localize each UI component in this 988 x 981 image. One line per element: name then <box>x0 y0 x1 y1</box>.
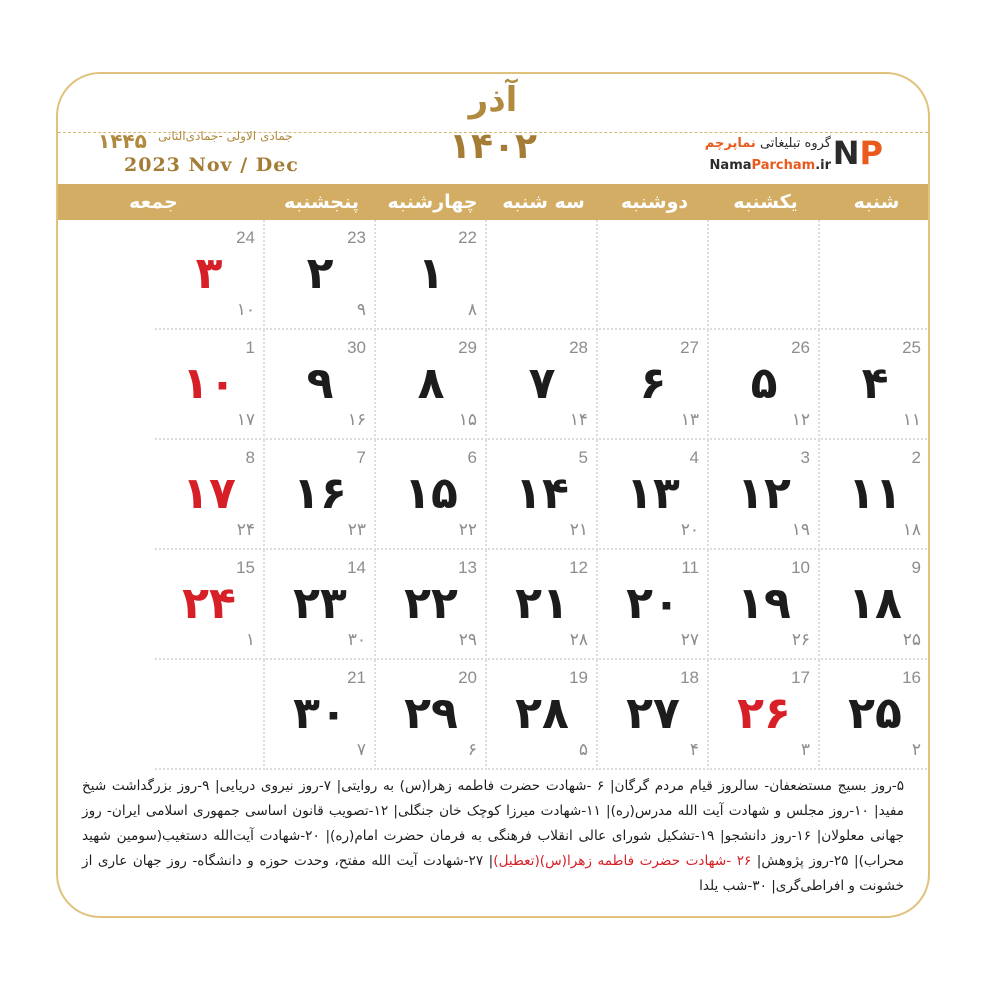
gregorian-date: 26 <box>791 338 810 357</box>
jalali-date: ۳ <box>195 248 223 299</box>
day-cell <box>377 220 487 330</box>
events-holiday-highlight: ۲۶ -شهادت حضرت فاطمه زهرا(س)(تعطیل) <box>493 853 752 869</box>
jalali-date: ۲۵ <box>848 688 902 739</box>
gregorian-date: 3 <box>800 448 810 467</box>
weekday-saturday: شنبه <box>853 191 900 213</box>
day-cell <box>488 550 598 660</box>
jalali-date: ۲۲ <box>404 578 458 629</box>
day-cell <box>155 440 265 550</box>
gregorian-date: 20 <box>458 668 477 687</box>
empty-day-cell <box>710 220 820 330</box>
events-text: ۵-روز بسیج مستضعفان- سالروز قیام مردم گرگان| ۶ -شهادت حضرت فاطمه زهرا(س) به روایتی| ۷-روز نیروی دریایی| ۹-روز بزرگداشت شیخ مفید| ۱۰-روز مجلس و شهادت آیت الله مدرس(ره)| ۱۱-شهادت میرزا کوچک خان جنگلی| ۱۲-تصویب قانون اساسی جمهوری اسلامی ایران- روز جهانی معلولان| ۱۶-روز دانشجو| ۱۹-تشکیل شورای عالی انقلاب فرهنگی به فرمان حضرت امام(ره)| ۲۰-شهادت آیت‌الله دستغیب(سومین شهید محراب)| ۲۵-روز پژوهش| <box>82 778 905 869</box>
day-cell <box>821 660 930 770</box>
hijri-date: ۱۰ <box>236 300 255 320</box>
gregorian-date: 14 <box>347 558 366 577</box>
brand-logo <box>643 132 883 182</box>
weekday-friday: جمعه <box>129 191 178 213</box>
hijri-date: ۳ <box>800 740 810 760</box>
jalali-date: ۹ <box>306 358 334 409</box>
hijri-date: ۱۵ <box>458 410 477 430</box>
hijri-date: ۱۶ <box>347 410 366 430</box>
day-cell <box>599 330 709 440</box>
day-cell <box>266 660 376 770</box>
weekday-wednesday: چهارشنبه <box>387 191 478 213</box>
empty-day-cell <box>599 220 709 330</box>
hijri-date: ۲۰ <box>680 520 699 540</box>
gregorian-date: 10 <box>791 558 810 577</box>
day-cell <box>155 550 265 660</box>
jalali-date: ۱۶ <box>293 468 347 519</box>
jalali-date: ۱۰ <box>182 358 236 409</box>
gregorian-date: 6 <box>467 448 477 467</box>
hijri-date: ۱۳ <box>680 410 699 430</box>
gregorian-date: 22 <box>458 228 477 247</box>
hijri-date: ۶ <box>467 740 477 760</box>
gregorian-date: 23 <box>347 228 366 247</box>
hijri-date: ۱۸ <box>902 520 921 540</box>
jalali-date: ۲۶ <box>737 688 791 739</box>
day-cell <box>821 550 930 660</box>
weekday-thursday: پنجشنبه <box>284 191 359 213</box>
day-cell <box>710 330 820 440</box>
gregorian-date: 4 <box>689 448 699 467</box>
jalali-date: ۱۵ <box>404 468 458 519</box>
gregorian-months: 2023 Nov / Dec <box>124 154 299 176</box>
weekday-monday: دوشنبه <box>620 191 689 213</box>
jalali-date: ۳۰ <box>293 688 347 739</box>
gregorian-date: 11 <box>681 558 699 577</box>
gregorian-date: 27 <box>680 338 699 357</box>
gregorian-date: 25 <box>902 338 921 357</box>
jalali-date: ۶ <box>639 358 667 409</box>
gregorian-date: 9 <box>911 558 921 577</box>
events-text-end: | ۲۷-شهادت آیت الله مفتح، وحدت حوزه و دانشگاه- روز جهان عاری از خشونت و افراطی‌گری| ۳۰-شب یلدا <box>82 853 904 894</box>
empty-day-cell <box>821 220 930 330</box>
jalali-date: ۱۲ <box>737 468 791 519</box>
hijri-date: ۸ <box>467 300 477 320</box>
day-cell <box>377 330 487 440</box>
hijri-date: ۲۲ <box>458 520 477 540</box>
day-cell <box>710 440 820 550</box>
jalali-date: ۱۳ <box>626 468 680 519</box>
events-list <box>82 774 904 899</box>
hijri-date: ۳۰ <box>347 630 366 650</box>
day-cell <box>266 330 376 440</box>
weekday-tuesday: سه شنبه <box>502 191 585 213</box>
gregorian-date: 1 <box>245 338 255 357</box>
jalali-date: ۱۴ <box>515 468 569 519</box>
jalali-date: ۱۷ <box>182 468 236 519</box>
gregorian-date: 28 <box>569 338 588 357</box>
jalali-date: ۴ <box>861 358 889 409</box>
day-cell <box>710 660 820 770</box>
weekday-header <box>58 184 928 220</box>
day-cell <box>488 330 598 440</box>
hijri-date: ۲۱ <box>569 520 588 540</box>
hijri-date: ۲ <box>911 740 921 760</box>
day-cell <box>266 440 376 550</box>
gregorian-date: 2 <box>911 448 921 467</box>
empty-day-cell <box>488 220 598 330</box>
hijri-date: ۱۹ <box>791 520 810 540</box>
day-cell <box>821 440 930 550</box>
hijri-date: ۱ <box>245 630 255 650</box>
calendar-card <box>56 72 930 918</box>
empty-day-cell <box>155 660 265 770</box>
day-cell <box>155 330 265 440</box>
gregorian-date: 18 <box>680 668 699 687</box>
jalali-date: ۲۳ <box>293 578 347 629</box>
month-title: آذر <box>468 80 518 120</box>
hijri-date: ۲۵ <box>902 630 921 650</box>
day-cell <box>821 330 930 440</box>
gregorian-date: 7 <box>356 448 366 467</box>
np-logo-icon: NP <box>832 134 883 172</box>
gregorian-date: 30 <box>347 338 366 357</box>
jalali-date: ۸ <box>417 358 445 409</box>
gregorian-date: 19 <box>569 668 588 687</box>
day-cell <box>377 440 487 550</box>
hijri-date: ۲۸ <box>569 630 588 650</box>
logo-persian-text: گروه تبلیغاتی نماپرچم <box>704 136 831 151</box>
jalali-date: ۲۷ <box>626 688 680 739</box>
jalali-date: ۲ <box>306 248 334 299</box>
jalali-date: ۲۱ <box>515 578 569 629</box>
hijri-date: ۹ <box>356 300 366 320</box>
gregorian-date: 15 <box>236 558 255 577</box>
jalali-year: ۱۴۰۲ <box>449 126 537 167</box>
jalali-date: ۲۹ <box>404 688 458 739</box>
gregorian-date: 13 <box>458 558 477 577</box>
gregorian-date: 17 <box>791 668 810 687</box>
day-grid <box>58 220 930 772</box>
gregorian-date: 5 <box>578 448 588 467</box>
gregorian-date: 16 <box>902 668 921 687</box>
jalali-date: ۷ <box>528 358 556 409</box>
gregorian-date: 24 <box>236 228 255 247</box>
logo-website-text: NamaParcham.ir <box>709 158 831 173</box>
jalali-date: ۲۴ <box>182 578 236 629</box>
jalali-date: ۱۸ <box>848 578 902 629</box>
hijri-date: ۱۴ <box>569 410 588 430</box>
hijri-date: ۲۷ <box>680 630 699 650</box>
weekday-sunday: یکشنبه <box>733 191 798 213</box>
hijri-date: ۷ <box>356 740 366 760</box>
day-cell <box>599 550 709 660</box>
jalali-date: ۱۱ <box>848 468 902 519</box>
gregorian-date: 8 <box>245 448 255 467</box>
hijri-date: ۲۴ <box>236 520 255 540</box>
day-cell <box>599 660 709 770</box>
hijri-date: ۲۹ <box>458 630 477 650</box>
day-cell <box>488 660 598 770</box>
jalali-date: ۱ <box>417 248 445 299</box>
day-cell <box>599 440 709 550</box>
day-cell <box>710 550 820 660</box>
hijri-months: جمادی الاولی -جمادی‌الثانی <box>158 129 293 143</box>
hijri-date: ۱۱ <box>902 410 921 430</box>
gregorian-date: 21 <box>347 668 366 687</box>
gregorian-date: 12 <box>569 558 588 577</box>
day-cell <box>377 550 487 660</box>
gregorian-date: 29 <box>458 338 477 357</box>
day-cell <box>266 220 376 330</box>
hijri-date: ۴ <box>689 740 699 760</box>
hijri-date: ۲۳ <box>347 520 366 540</box>
day-cell <box>155 220 265 330</box>
hijri-date: ۲۶ <box>791 630 810 650</box>
jalali-date: ۱۹ <box>737 578 791 629</box>
hijri-date: ۱۲ <box>791 410 810 430</box>
hijri-date: ۱۷ <box>236 410 255 430</box>
jalali-date: ۲۸ <box>515 688 569 739</box>
day-cell <box>488 440 598 550</box>
day-cell <box>266 550 376 660</box>
jalali-date: ۵ <box>750 358 778 409</box>
hijri-date: ۵ <box>578 740 588 760</box>
hijri-year: ۱۴۴۵ <box>98 129 147 153</box>
day-cell <box>377 660 487 770</box>
jalali-date: ۲۰ <box>626 578 680 629</box>
